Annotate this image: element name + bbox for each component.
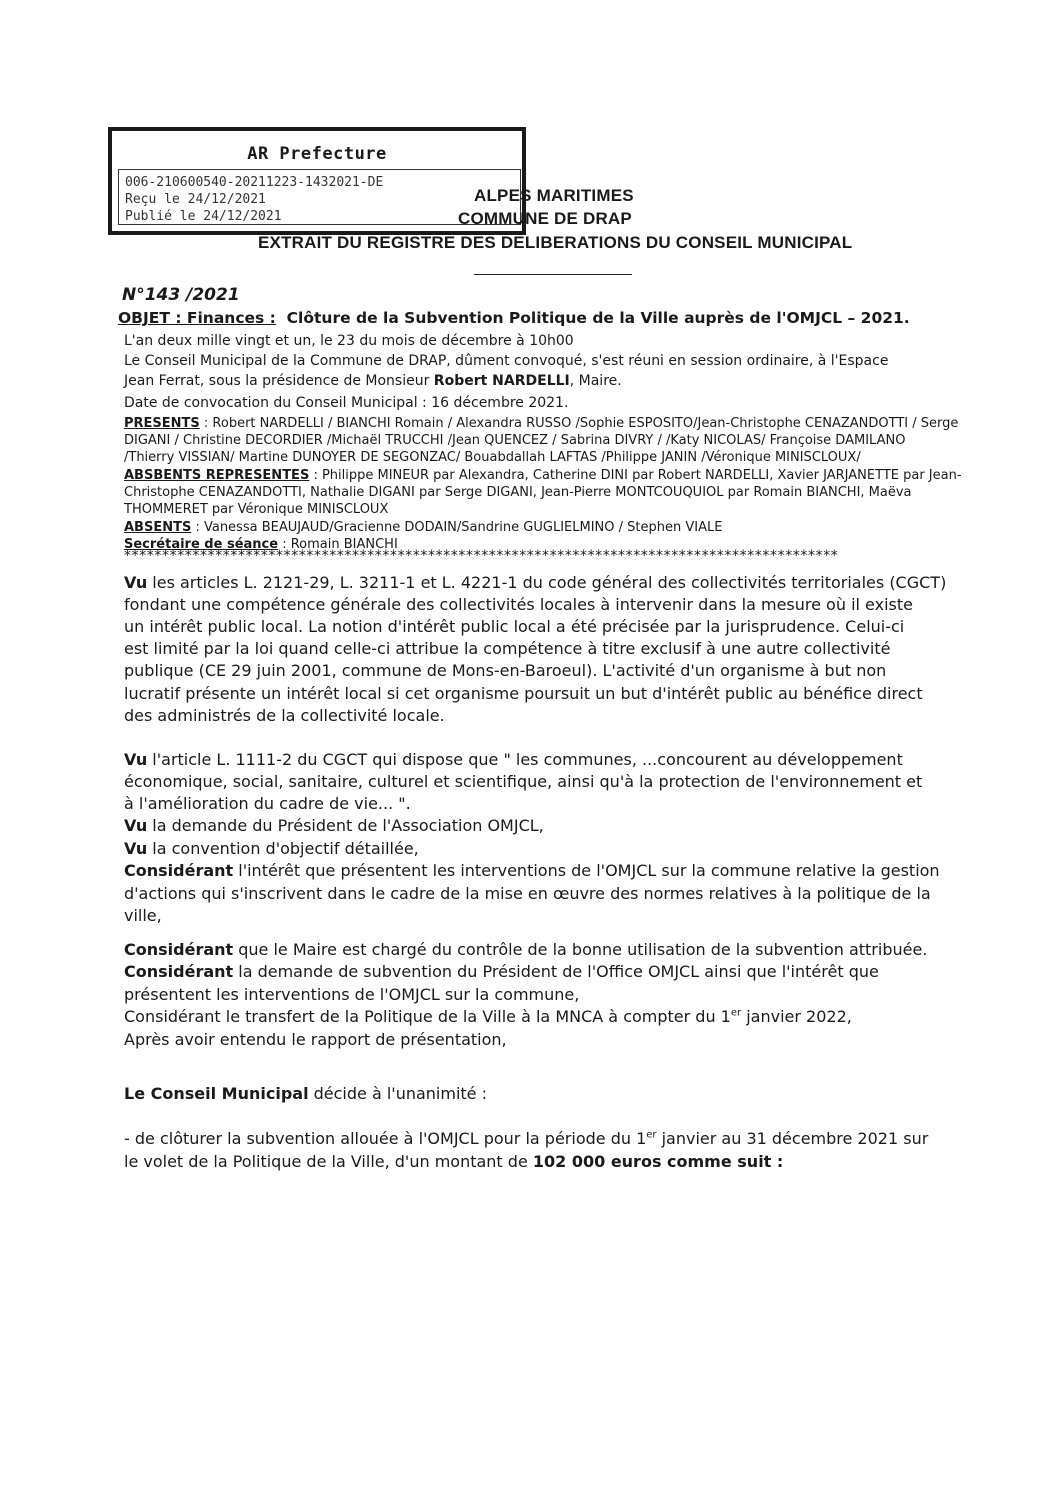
cons4-superscript: er <box>730 1007 742 1019</box>
vu2-line-2: économique, social, sanitaire, culturel et scientifique, ainsi qu'à la protection de l'environnement et <box>124 772 923 791</box>
final-superscript: er <box>646 1129 657 1141</box>
objet-line <box>118 309 910 327</box>
header-divider <box>474 274 632 275</box>
deliberation-number: N°143 /2021 <box>122 285 240 305</box>
separator-stars: ********************************************************************************************** <box>124 548 839 564</box>
cons2-keyword: Considérant <box>124 940 234 959</box>
convocation-date: Date de convocation du Conseil Municipal : 16 décembre 2021. <box>124 395 569 411</box>
presents-line-2: DIGANI / Christine DECORDIER /Michaël TRUCCHI /Jean QUENCEZ / Sabrina DIVRY / /Katy NICOLAS/ Françoise DAMILANO <box>124 433 906 448</box>
absents-line <box>124 519 722 536</box>
absents-text: : Vanessa BEAUJAUD/Gracienne DODAIN/Sandrine GUGLIELMINO / Stephen VIALE <box>191 520 723 535</box>
presidency-suffix: , Maire. <box>569 373 622 389</box>
session-date: L'an deux mille vingt et un, le 23 du mois de décembre à 10h00 <box>124 333 574 349</box>
vu3-keyword: Vu <box>124 816 148 835</box>
cons4-text: Considérant le transfert de la Politique de la Ville à la MNCA à compter du 1 <box>124 1007 731 1026</box>
stamp-published-date: Publié le 24/12/2021 <box>125 209 282 224</box>
cons3-keyword: Considérant <box>124 962 234 981</box>
decision-keyword: Le Conseil Municipal <box>124 1084 309 1103</box>
vu1-line-7: des administrés de la collectivité locale. <box>124 706 445 725</box>
vu1-line-4: est limité par la loi quand celle-ci attribue la compétence à titre exclusif à une autre collectivité <box>124 639 891 658</box>
represented-line-1 <box>124 467 962 484</box>
cons1-text-1: l'intérêt que présentent les interventions de l'OMJCL sur la commune relative la gestion <box>233 861 940 880</box>
cons1-keyword: Considérant <box>124 861 234 880</box>
vu2-line-3: à l'amélioration du cadre de vie... ". <box>124 794 411 813</box>
session-convened: Le Conseil Municipal de la Commune de DRAP, dûment convoqué, s'est réuni en session ordinaire, à l'Espace <box>124 353 889 369</box>
final-text-1: - de clôturer la subvention allouée à l'OMJCL pour la période du 1 <box>124 1129 647 1148</box>
apres-line: Après avoir entendu le rapport de présentation, <box>124 1030 507 1049</box>
represented-label: ABSBENTS REPRESENTES <box>124 468 310 483</box>
final-text-1b: janvier au 31 décembre 2021 sur <box>656 1129 929 1148</box>
vu3-line <box>124 815 544 837</box>
secretary-name: : Romain BIANCHI <box>278 537 398 552</box>
cons3-text-1: la demande de subvention du Président de l'Office OMJCL ainsi que l'intérêt que <box>233 962 879 981</box>
vu2-text-1: l'article L. 1111-2 du CGCT qui dispose que " les communes, ...concourent au développement <box>147 750 903 769</box>
vu1-keyword: Vu <box>124 573 148 592</box>
vu4-keyword: Vu <box>124 839 148 858</box>
presents-line-3: /Thierry VISSIAN/ Martine DUNOYER DE SEGONZAC/ Bouabdallah LAFTAS /Philippe JANIN /Véronique MINISCLOUX/ <box>124 450 861 465</box>
vu4-text: la convention d'objectif détaillée, <box>147 839 419 858</box>
cons3-line-2: présentent les interventions de l'OMJCL sur la commune, <box>124 985 580 1004</box>
cons1-line-2: d'actions qui s'inscrivent dans le cadre de la mise en œuvre des normes relatives à la politique de la <box>124 884 931 903</box>
objet-label: OBJET : Finances : <box>118 309 276 327</box>
absents-label: ABSENTS <box>124 520 192 535</box>
stamp-reference: 006-210600540-20211223-1432021-DE <box>125 175 384 190</box>
presents-text-1: : Robert NARDELLI / BIANCHI Romain / Alexandra RUSSO /Sophie ESPOSITO/Jean-Christophe CENAZANDOTTI / Serge <box>199 416 959 431</box>
decision-text: décide à l'unanimité : <box>308 1084 487 1103</box>
subsidy-amount: 102 000 euros comme suit : <box>532 1152 784 1171</box>
objet-text: Clôture de la Subvention Politique de la Ville auprès de l'OMJCL – 2021. <box>286 309 910 327</box>
stamp-received-date: Reçu le 24/12/2021 <box>125 192 266 207</box>
vu1-line-6: lucratif présente un intérêt local si cet organisme poursuit un but d'intérêt public au bénéfice direct <box>124 684 923 703</box>
presidency-text: Jean Ferrat, sous la présidence de Monsieur <box>124 373 434 389</box>
session-presidency <box>124 373 622 390</box>
cons4-suffix: janvier 2022, <box>741 1007 852 1026</box>
header-register-title: EXTRAIT DU REGISTRE DES DELIBERATIONS DU CONSEIL MUNICIPAL <box>258 233 853 252</box>
final-text-2: le volet de la Politique de la Ville, d'un montant de <box>124 1152 533 1171</box>
presents-label: PRESENTS <box>124 416 200 431</box>
vu1-line-5: publique (CE 29 juin 2001, commune de Mons-en-Baroeul). L'activité d'un organisme à but non <box>124 661 887 680</box>
cons1-line-1 <box>124 860 940 882</box>
secretary-label: Secrétaire de séance <box>124 537 279 552</box>
cons2-line <box>124 939 927 961</box>
final-line-2 <box>124 1151 783 1173</box>
cons1-line-3: ville, <box>124 906 162 925</box>
vu1-line-3: un intérêt public local. La notion d'intérêt public local a été précisée par la jurisprudence. Celui-ci <box>124 617 905 636</box>
represented-line-3: THOMMERET par Véronique MINISCLOUX <box>124 502 389 517</box>
final-line-1 <box>124 1128 928 1150</box>
cons3-line-1 <box>124 961 879 983</box>
vu2-keyword: Vu <box>124 750 148 769</box>
represented-text-1: : Philippe MINEUR par Alexandra, Catherine DINI par Robert NARDELLI, Xavier JARJANETTE par Jean- <box>309 468 962 483</box>
vu2-line-1 <box>124 749 903 771</box>
vu1-line-2: fondant une compétence générale des collectivités locales à intervenir dans la mesure où il existe <box>124 595 913 614</box>
decision-line <box>124 1083 487 1105</box>
header-department: ALPES MARITIMES <box>474 186 634 205</box>
stamp-title: AR Prefecture <box>247 144 387 164</box>
represented-line-2: Christophe CENAZANDOTTI, Nathalie DIGANI par Serge DIGANI, Jean-Pierre MONTCOUQUIOL par Romain BIANCHI, Maëva <box>124 485 912 500</box>
vu4-line <box>124 838 419 860</box>
vu3-text: la demande du Président de l'Association OMJCL, <box>147 816 544 835</box>
header-commune: COMMUNE DE DRAP <box>458 209 632 228</box>
cons2-text: que le Maire est chargé du contrôle de la bonne utilisation de la subvention attribuée. <box>233 940 928 959</box>
vu1-text-1: les articles L. 2121-29, L. 3211-1 et L. 4221-1 du code général des collectivités territoriales (CGCT) <box>147 573 947 592</box>
cons4-line <box>124 1006 852 1028</box>
presents-line-1 <box>124 415 958 432</box>
vu1-line-1 <box>124 572 946 594</box>
mayor-name: Robert NARDELLI <box>433 373 570 389</box>
